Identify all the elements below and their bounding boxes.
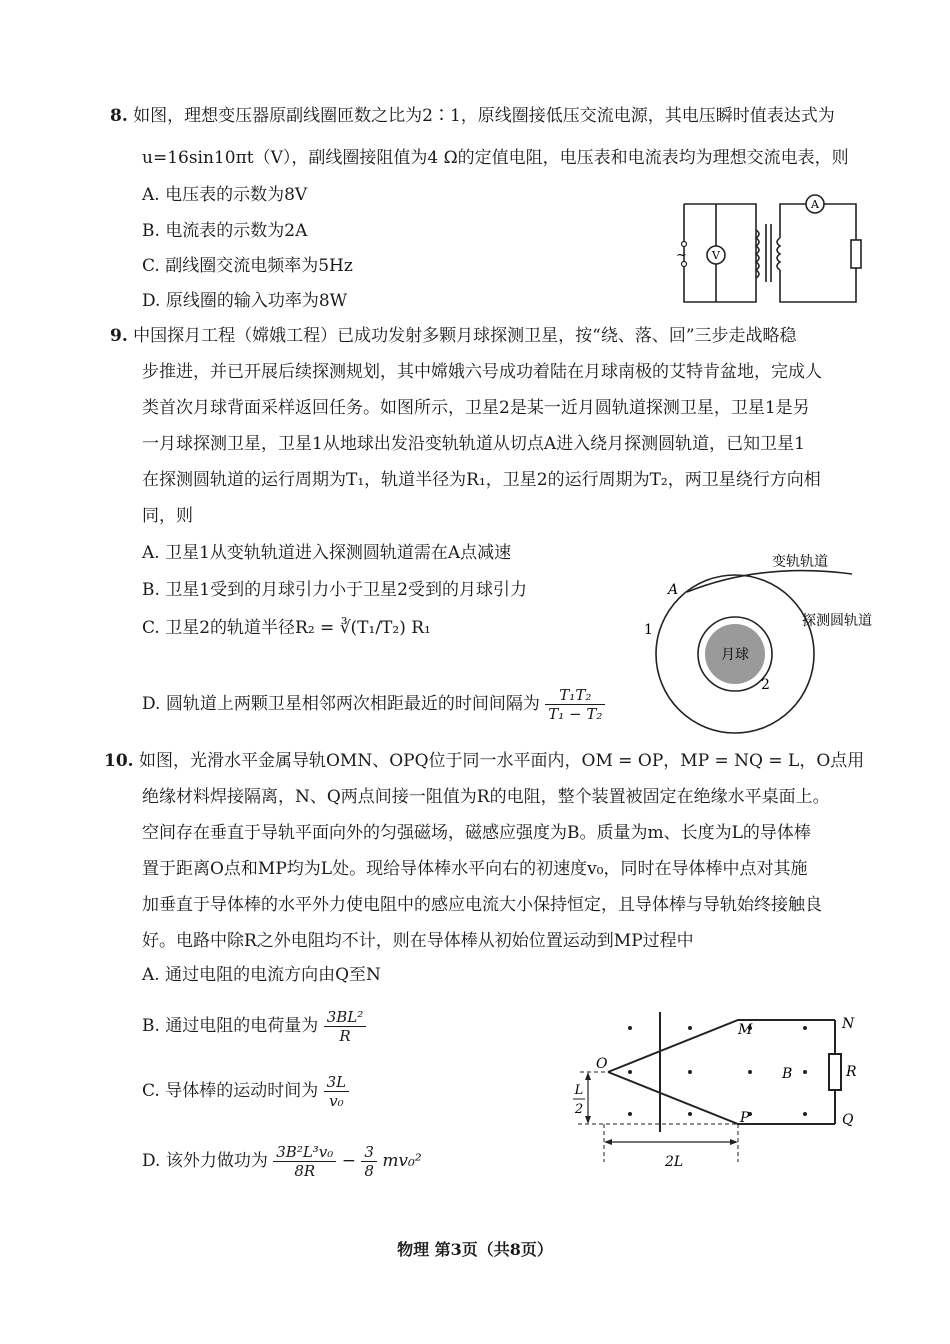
- q8-number: 8.: [110, 106, 128, 126]
- q8-stem-line2: u=16sin10πt（V），副线圈接阻值为4 Ω的定值电阻，电压表和电流表均为理想交流电表，则: [142, 148, 849, 168]
- transfer-orbit: [687, 571, 852, 592]
- q10-stem-line3: 空间存在垂直于导轨平面向外的匀强磁场，磁感应强度为B。质量为m、长度为L的导体棒: [142, 823, 811, 843]
- field-b-label: B: [782, 1066, 793, 1082]
- q9-stem-text1: 中国探月工程（嫦娥工程）已成功发射多颗月球探测卫星，按“绕、落、回”三步走战略稳: [133, 326, 797, 346]
- q9-stem-line2: 步推进，并已开展后续探测规划，其中嫦娥六号成功着陆在月球南极的艾特肯盆地，完成人: [142, 362, 822, 382]
- q10-optd-fraction1: $\frac{\text{3B²L³v₀}}{8R}$: [273, 1143, 336, 1180]
- q10-stem-line5: 加垂直于导体棒的水平外力使电阻中的感应电流大小保持恒定，且导体棒与导轨始终接触良: [142, 895, 822, 915]
- q8-stem-line1: [110, 104, 835, 128]
- q10-rail-figure: [570, 1010, 870, 1170]
- q10-stem-line2: 绝缘材料焊接隔离，N、Q两点间接一阻值为R的电阻，整个装置被固定在绝缘水平桌面上。: [142, 787, 830, 807]
- q10-option-b: B. 通过电阻的电荷量为 $\frac{\text{3BL²}}{R}$: [142, 1008, 366, 1045]
- q10-optc-fraction: $\frac{3L}{\text{v₀}}$: [324, 1073, 350, 1110]
- q8-stem-text1: 如图，理想变压器原副线圈匝数之比为2∶1，原线圈接低压交流电源，其电压瞬时值表达式为: [133, 106, 835, 126]
- page-footer: 物理 第3页（共8页）: [397, 1240, 553, 1259]
- ammeter-label: A: [811, 198, 819, 211]
- q9-option-d: D. 圆轨道上两颗卫星相邻两次相距最近的时间间隔为 $\frac{\text{T₁T₂}}{\text{T₁ − T₂}}$: [142, 686, 605, 723]
- q8-option-a: A. 电压表的示数为8V: [142, 185, 308, 205]
- dim-half-den: 2: [574, 1102, 584, 1117]
- point-a-label: A: [668, 582, 679, 598]
- rail-opq: [608, 1072, 835, 1124]
- point-m-label: M: [738, 1022, 753, 1038]
- q10-option-d: D. 该外力做功为 $\frac{\text{3B²L³v₀}}{8R}$ − $\frac{3}{8}$ mv₀²: [142, 1143, 422, 1180]
- q9-number: 9.: [110, 326, 128, 346]
- q9-stem-line4: 一月球探测卫星，卫星1从地球出发沿变轨轨道从切点A进入绕月探测圆轨道，已知卫星1: [142, 434, 805, 454]
- q9-option-b: B. 卫星1受到的月球引力小于卫星2受到的月球引力: [142, 580, 527, 600]
- q8-transformer-figure: [670, 188, 865, 310]
- transfer-orbit-label: 变轨轨道: [772, 554, 828, 570]
- q8-option-d: D. 原线圈的输入功率为8W: [142, 291, 348, 311]
- q10-optb-fraction: $\frac{\text{3BL²}}{R}$: [324, 1008, 367, 1045]
- q10-number: 10.: [104, 751, 134, 771]
- q9-stem-line3: 类首次月球背面采样返回任务。如图所示，卫星2是某一近月圆轨道探测卫星，卫星1是另: [142, 398, 810, 418]
- q9-stem-line6: 同，则: [142, 506, 193, 526]
- q9-option-a: A. 卫星1从变轨轨道进入探测圆轨道需在A点减速: [142, 543, 512, 563]
- q10-stem-line1: [104, 749, 864, 773]
- q10-option-a: A. 通过电阻的电流方向由Q至N: [142, 965, 381, 985]
- moon-label: 月球: [721, 647, 749, 663]
- terminal-top: [682, 242, 687, 247]
- dim-half-num: L: [574, 1083, 584, 1098]
- q9-stem-line1: [110, 324, 797, 348]
- rail-omn: [608, 1020, 835, 1072]
- point-n-label: N: [842, 1016, 855, 1032]
- q10-stem-line6: 好。电路中除R之外电阻均不计，则在导体棒从初始位置运动到MP过程中: [142, 931, 694, 951]
- q9-orbit-figure: [632, 546, 892, 736]
- dim-2l-label: 2L: [665, 1154, 684, 1170]
- satellite-2-label: 2: [761, 677, 770, 693]
- q8-option-b: B. 电流表的示数为2A: [142, 221, 308, 241]
- resistor-label: R: [846, 1064, 857, 1080]
- point-o-label: O: [596, 1056, 608, 1072]
- q9-optd-fraction: $\frac{\text{T₁T₂}}{\text{T₁ − T₂}}$: [545, 686, 605, 723]
- q10-option-c: C. 导体棒的运动时间为 $\frac{3L}{\text{v₀}}$: [142, 1073, 349, 1110]
- ac-source-icon: ~: [676, 248, 687, 263]
- resistor-r: [829, 1054, 841, 1090]
- voltmeter-label: V: [712, 249, 720, 262]
- q8-option-c: C. 副线圈交流电频率为5Hz: [142, 256, 353, 276]
- q10-stem-text1: 如图，光滑水平金属导轨OMN、OPQ位于同一水平面内，OM = OP，MP = NQ = L，O点用: [138, 751, 865, 771]
- q10-optd-fraction2: $\frac{3}{8}$: [361, 1143, 377, 1180]
- probe-orbit-label: 探测圆轨道: [802, 613, 872, 629]
- q9-stem-line5: 在探测圆轨道的运行周期为T₁，轨道半径为R₁，卫星2的运行周期为T₂，两卫星绕行方向相: [142, 470, 821, 490]
- point-q-label: Q: [842, 1112, 854, 1128]
- q9-option-c: C. 卫星2的轨道半径R₂ = ∛(T₁/T₂) R₁: [142, 618, 431, 638]
- q10-stem-line4: 置于距离O点和MP均为L处。现给导体棒水平向右的初速度v₀，同时在导体棒中点对其施: [142, 859, 808, 879]
- satellite-1-label: 1: [644, 622, 653, 638]
- point-p-label: P: [740, 1110, 750, 1126]
